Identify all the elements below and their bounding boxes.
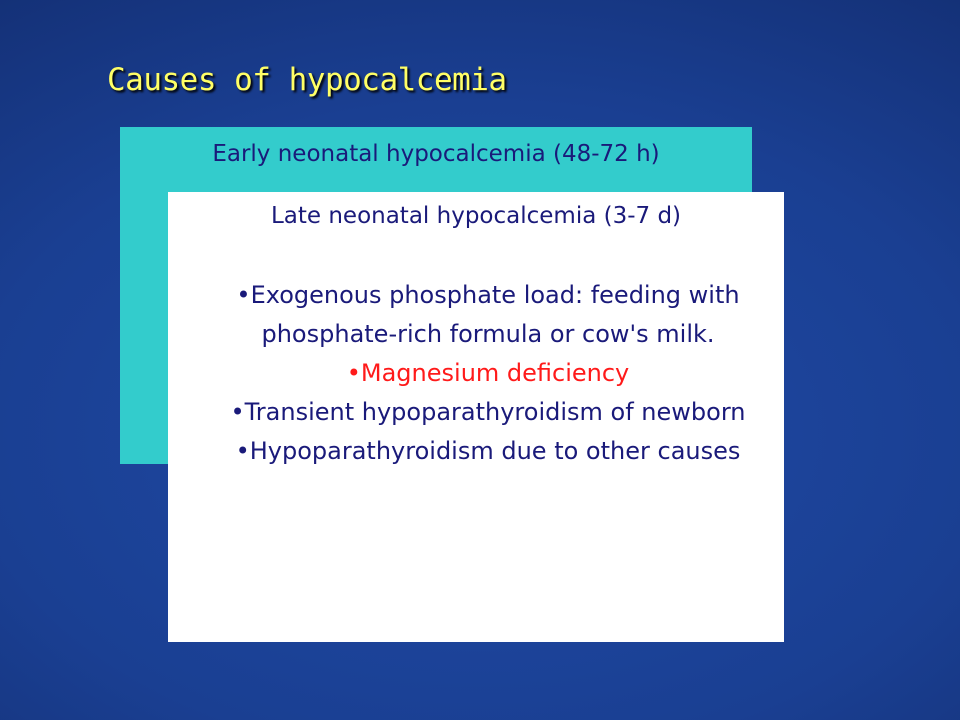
cause-item-magnesium-deficiency: •Magnesium deficiency xyxy=(346,359,630,387)
slide-title: Causes of hypocalcemia xyxy=(107,62,507,98)
cause-item-hypoparathyroidism-other: •Hypoparathyroidism due to other causes xyxy=(235,437,741,465)
late-neonatal-heading: Late neonatal hypocalcemia (3-7 d) xyxy=(270,203,682,229)
cause-item-phosphate-load: •Exogenous phosphate load: feeding with phosphate-rich formula or cow's milk. xyxy=(236,281,740,348)
cause-item-transient-hypoparathyroidism: •Transient hypoparathyroidism of newborn xyxy=(230,398,746,426)
late-neonatal-box xyxy=(168,192,784,642)
early-neonatal-heading: Early neonatal hypocalcemia (48-72 h) xyxy=(212,141,660,167)
cause-list xyxy=(208,276,768,471)
